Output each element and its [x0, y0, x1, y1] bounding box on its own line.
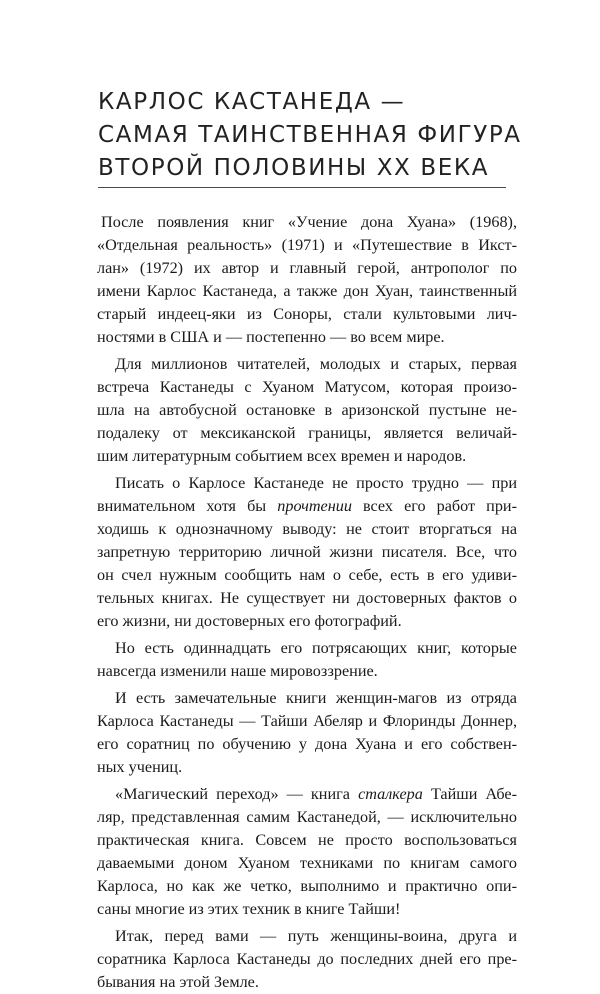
text-line: Итак, перед вами — путь женщины-воина, друга и [115, 927, 517, 945]
text-line-with-emphasis [97, 783, 517, 806]
text-line: соратника Карлоса Кастанеды до последних дней его пре- [97, 950, 517, 968]
paragraph-6 [97, 783, 517, 921]
paragraph-4 [97, 637, 517, 683]
text-line: Для миллионов читателей, молодых и старых, первая [115, 355, 517, 373]
text-line: старый индеец-яки из Соноры, стали культовыми лич- [97, 305, 517, 323]
text-line: запретную территорию личной жизни писателя. Все, что [97, 543, 517, 561]
paragraph-1 [97, 211, 517, 349]
text-line: встреча Кастанеды с Хуаном Матусом, которая произо- [97, 378, 517, 396]
emphasized-word: прочтении [277, 497, 352, 515]
paragraph-3 [97, 472, 517, 633]
text-line: лан» (1972) их автор и главный герой, антрополог по [97, 259, 517, 277]
heading-line: КАРЛОС КАСТАНЕДА — [98, 89, 406, 115]
paragraph-5 [97, 687, 517, 779]
text-line: шим литературным событием всех времен и народов. [97, 447, 467, 465]
text-line: саны многие из этих техник в книге Тайши! [97, 900, 401, 918]
text-line-with-emphasis [97, 495, 517, 518]
heading-line: САМАЯ ТАИНСТВЕННАЯ ФИГУРА [98, 122, 522, 148]
text-fragment: Тайши Абе- [422, 785, 517, 803]
text-line: его жизни, ни достоверных его фотографий. [97, 612, 402, 630]
heading-line: ВТОРОЙ ПОЛОВИНЫ XX ВЕКА [98, 155, 490, 181]
text-line: После появления книг «Учение дона Хуана» (1968), [101, 213, 517, 231]
text-line: он счел нужным сообщить нам о себе, есть в его удиви- [97, 566, 517, 584]
text-line: подалеку от мексиканской границы, является величай- [97, 424, 517, 442]
text-line: тельных книгах. Не существует ни достоверных фактов о [97, 589, 517, 607]
text-line: шла на автобусной остановке в аризонской пустыне не- [97, 401, 517, 419]
text-line: И есть замечательные книги женщин-магов из отряда [115, 689, 517, 707]
text-line: «Отдельная реальность» (1971) и «Путешествие в Икст- [97, 236, 517, 254]
emphasized-word: сталкера [358, 785, 423, 803]
text-line: Писать о Карлосе Кастанеде не просто трудно — при [115, 474, 517, 492]
text-line: Но есть одиннадцать его потрясающих книг, которые [115, 639, 517, 657]
text-line: ных учениц. [97, 758, 183, 776]
text-line: ляр, представленная самим Кастанедой, — исключительно [97, 808, 517, 826]
text-line: ностями в США и — постепенно — во всем мире. [97, 328, 445, 346]
text-line: бывания на этой Земле. [97, 973, 259, 991]
paragraph-2 [97, 353, 517, 468]
text-line: его соратниц по обучению у дона Хуана и его собствен- [97, 735, 517, 753]
chapter-heading [98, 86, 538, 185]
text-line: Карлоса, но как же четко, выполнимо и практично опи- [97, 877, 517, 895]
text-line: имени Карлос Кастанеда, а также дон Хуан, таинственный [97, 282, 517, 300]
text-line: навсегда изменили наше мировоззрение. [97, 662, 378, 680]
text-line: практическая книга. Совсем не просто воспользоваться [97, 831, 517, 849]
text-line: даваемыми доном Хуаном техниками по книгам самого [97, 854, 517, 872]
text-fragment: внимательном хотя бы [97, 497, 278, 515]
body-text [97, 211, 517, 994]
heading-divider [98, 187, 506, 188]
text-fragment: всех его работ при- [351, 497, 517, 515]
text-line: Карлоса Кастанеды — Тайши Абеляр и Флоринды Доннер, [97, 712, 517, 730]
text-line: ходишь к однозначному выводу: не стоит вторгаться на [97, 520, 517, 538]
text-fragment: «Магический переход» — книга [115, 785, 359, 803]
